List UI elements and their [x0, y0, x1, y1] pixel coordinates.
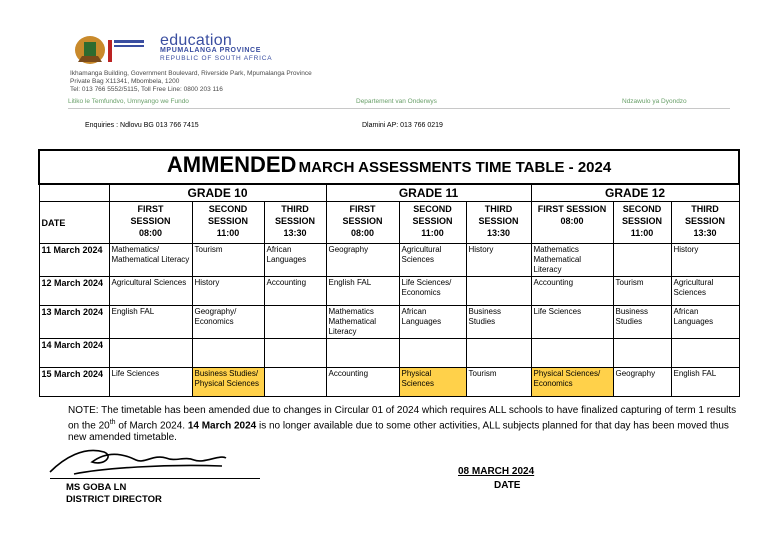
- row-date: 15 March 2024: [39, 368, 109, 397]
- session-header: SECOND SESSION 11:00: [399, 202, 466, 244]
- subject-cell: Accounting: [326, 368, 399, 397]
- subject-cell: [399, 339, 466, 368]
- amendment-note: NOTE: The timetable has been amended due to changes in Circular 01 of 2024 which requires ALL schools to have finalized capturing of term 1 results on the 20th of March 2024. 14 March 2024 is no longer available due to some other activities, ALL subjects planned for that day has been moved thus new amended timetable.: [68, 405, 737, 444]
- coat-of-arms-logo: [68, 32, 152, 66]
- language-line-2: Departement van Onderwys: [356, 98, 437, 105]
- subject-cell: [264, 368, 326, 397]
- subject-cell: [192, 339, 264, 368]
- subject-cell: [326, 339, 399, 368]
- province-name: MPUMALANGA PROVINCE: [160, 47, 261, 54]
- timetable: [38, 149, 738, 397]
- subject-cell: Life Sciences: [109, 368, 192, 397]
- subject-cell: Agricultural Sciences: [109, 277, 192, 306]
- subject-cell: [264, 339, 326, 368]
- subject-cell: Mathematics Mathematical Literacy: [531, 244, 613, 277]
- session-header: SECOND SESSION 11:00: [192, 202, 264, 244]
- subject-cell: African Languages: [671, 306, 739, 339]
- subject-cell: Mathematics Mathematical Literacy: [326, 306, 399, 339]
- signature-line: [50, 478, 260, 479]
- subject-cell: African Languages: [399, 306, 466, 339]
- subject-cell: African Languages: [264, 244, 326, 277]
- table-row: [39, 339, 739, 368]
- subject-cell: [613, 339, 671, 368]
- row-date: 11 March 2024: [39, 244, 109, 277]
- subject-cell: Agricultural Sciences: [671, 277, 739, 306]
- session-header: FIRST SESSION 08:00: [531, 202, 613, 244]
- session-header: THIRD SESSION 13:30: [466, 202, 531, 244]
- signatory: MS GOBA LN DISTRICT DIRECTOR: [66, 482, 162, 505]
- row-date: 12 March 2024: [39, 277, 109, 306]
- subject-cell: Physical Sciences: [399, 368, 466, 397]
- subject-cell: Business Studies: [613, 306, 671, 339]
- language-line-1: Litiko le Temfundvo, Umnyango we Fundo: [68, 98, 189, 105]
- subject-cell: English FAL: [326, 277, 399, 306]
- subject-cell: Tourism: [613, 277, 671, 306]
- country-name: REPUBLIC OF SOUTH AFRICA: [160, 55, 273, 62]
- subject-cell: History: [466, 244, 531, 277]
- session-header: THIRD SESSION 13:30: [671, 202, 739, 244]
- session-header: FIRST SESSION 08:00: [326, 202, 399, 244]
- table-row: [39, 368, 739, 397]
- subject-cell: Geography: [613, 368, 671, 397]
- date-header: DATE: [39, 202, 109, 244]
- grade-header: GRADE 12: [531, 184, 739, 202]
- subject-cell: Tourism: [466, 368, 531, 397]
- session-header: THIRD SESSION 13:30: [264, 202, 326, 244]
- timetable-title: AMMENDED MARCH ASSESSMENTS TIME TABLE - 2024: [39, 150, 739, 184]
- session-header: FIRST SESSION 08:00: [109, 202, 192, 244]
- subject-cell: Business Studies/ Physical Sciences: [192, 368, 264, 397]
- subject-cell: Accounting: [264, 277, 326, 306]
- subject-cell: [466, 277, 531, 306]
- subject-cell: Accounting: [531, 277, 613, 306]
- subject-cell: English FAL: [109, 306, 192, 339]
- grade-header: GRADE 11: [326, 184, 531, 202]
- address-block: Ikhamanga Building, Government Boulevard, Riverside Park, Mpumalanga Province Private Bag X11341, Mbombela, 1200 Tel: 013 766 5552/5115, Toll Free Line: 0800 203 116: [70, 70, 312, 93]
- grade-header-blank: [39, 184, 109, 202]
- subject-cell: English FAL: [671, 368, 739, 397]
- subject-cell: [466, 339, 531, 368]
- language-line-3: Ndzawulo ya Dyondzo: [622, 98, 687, 105]
- signature: [44, 440, 234, 478]
- subject-cell: [613, 244, 671, 277]
- second-contact: Dlamini AP: 013 766 0219: [362, 122, 443, 129]
- date-label: DATE: [494, 480, 521, 491]
- subject-cell: Agricultural Sciences: [399, 244, 466, 277]
- grade-header: GRADE 10: [109, 184, 326, 202]
- subject-cell: Geography/ Economics: [192, 306, 264, 339]
- table-row: [39, 306, 739, 339]
- table-row: [39, 277, 739, 306]
- subject-cell: History: [671, 244, 739, 277]
- header-divider: [68, 108, 730, 109]
- table-row: [39, 244, 739, 277]
- subject-cell: Geography: [326, 244, 399, 277]
- session-header: SECOND SESSION 11:00: [613, 202, 671, 244]
- subject-cell: Business Studies: [466, 306, 531, 339]
- subject-cell: [264, 306, 326, 339]
- subject-cell: [671, 339, 739, 368]
- subject-cell: [531, 339, 613, 368]
- subject-cell: Life Sciences/ Economics: [399, 277, 466, 306]
- row-date: 13 March 2024: [39, 306, 109, 339]
- brand-name: education: [160, 32, 233, 49]
- subject-cell: Tourism: [192, 244, 264, 277]
- enquiries-contact: Enquiries : Ndlovu BG 013 766 7415: [85, 122, 199, 129]
- subject-cell: Life Sciences: [531, 306, 613, 339]
- subject-cell: Mathematics/ Mathematical Literacy: [109, 244, 192, 277]
- subject-cell: Physical Sciences/ Economics: [531, 368, 613, 397]
- row-date: 14 March 2024: [39, 339, 109, 368]
- signed-date: 08 MARCH 2024: [458, 466, 535, 477]
- subject-cell: [109, 339, 192, 368]
- subject-cell: History: [192, 277, 264, 306]
